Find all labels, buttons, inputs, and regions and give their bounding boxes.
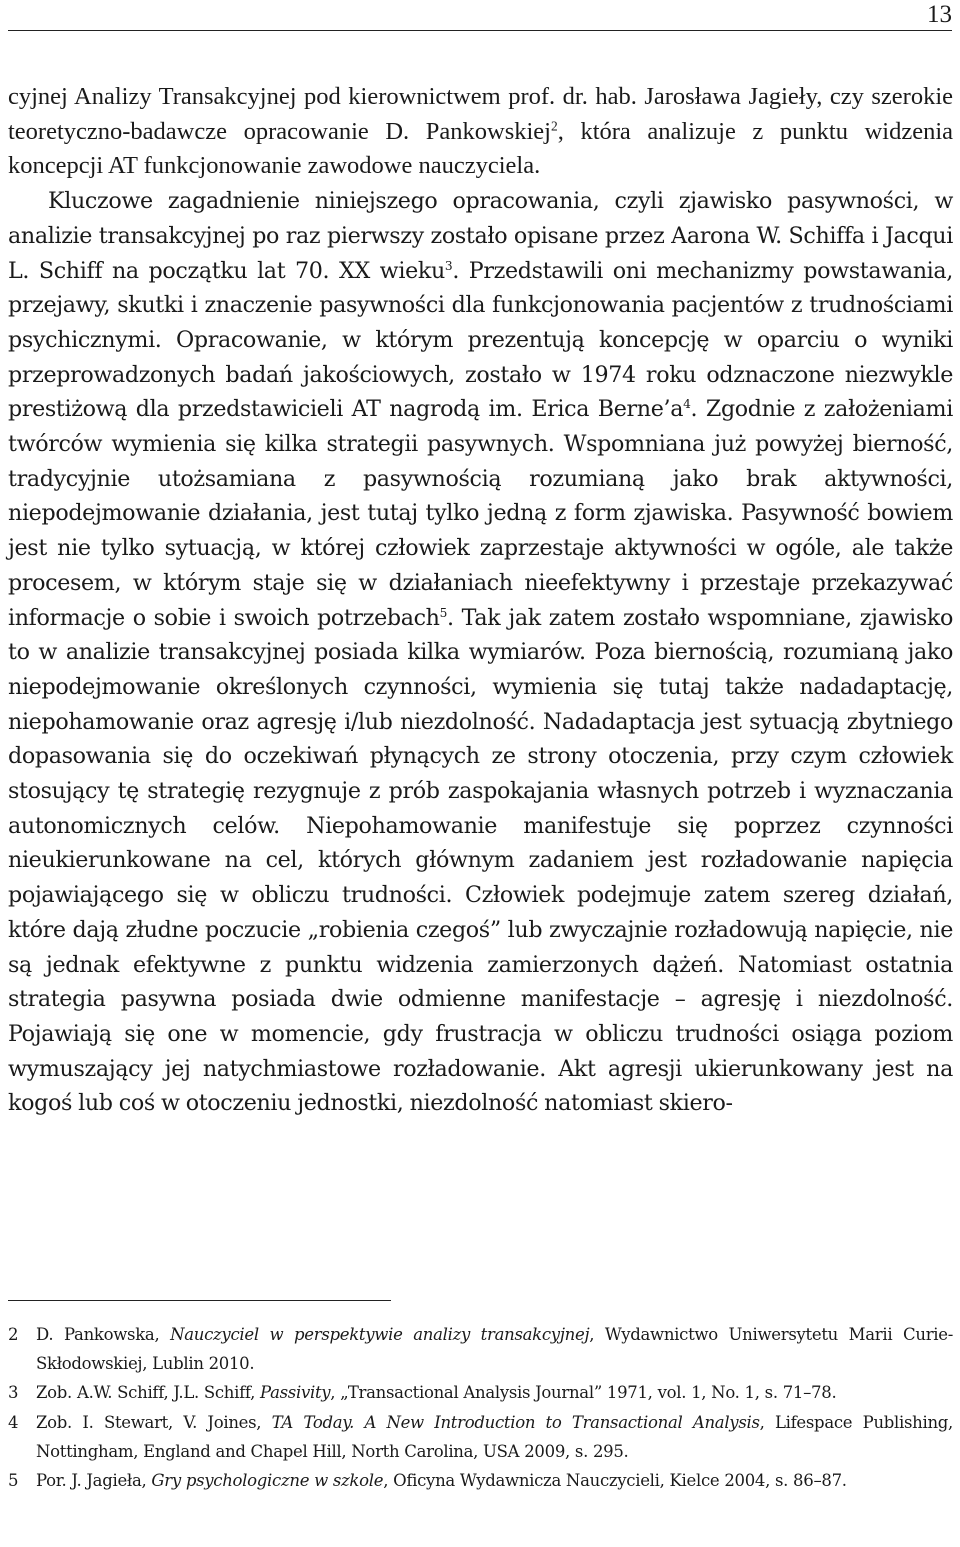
footnote-title: Gry psychologiczne w szkole (151, 1471, 384, 1491)
footnote-ref-5: 5 (439, 605, 448, 620)
footnote-title: TA Today. A New Introduction to Transactional Analysis (271, 1412, 760, 1432)
footnote-ref-4: 4 (683, 397, 691, 412)
main-text-b: . Przedstawili oni mechanizmy powstawania, przejawy, skutki i znaczenie pasywności dla funkcjonowania pacjentów z trudnościami psychicznymi. Opracowanie, w którym prezentują koncepcję w oparciu o wyniki przeprowadzonych badań jakościowych, zostało w 1974 roku odznaczone niezwykle prestiżową dla przedstawicieli AT nagrodą im. Erica Berne’a (8, 257, 953, 423)
main-text-c: . Zgodnie z założeniami twórców wymienia się kilka strategii pasywnych. Wspomniana już powyżej bierność, tradycyjnie utożsamiana z pasywnością rozumianą jako brak aktywności, niepodejmowanie działania, jest tutaj tylko jedną z form zjawiska. Pasywność bowiem jest nie tylko sytuacją, w której człowiek zaprzestaje aktywności w ogóle, ale także procesem, w którym staje się w działaniach nieefektywny i przestaje przekazywać informacje o sobie i swoich potrzebach (8, 396, 953, 631)
footnote-part: , Lifespace Publishing, Nottingham, England and Chapel Hill, North Carolina, USA 2009, s. 295. (36, 1412, 953, 1461)
footnotes (8, 1320, 953, 1495)
footnote-item (8, 1378, 953, 1407)
footnote-number: 2 (8, 1325, 19, 1344)
footnote-item (8, 1466, 953, 1495)
footnote-text (36, 1378, 953, 1407)
body-text (8, 80, 953, 1121)
footnote-ref-2: 2 (551, 117, 558, 133)
page-number: 13 (927, 1, 952, 28)
main-text-a: Kluczowe zagadnienie niniejszego opracowania, czyli zjawisko pasywności, w analizie transakcyjnej po raz pierwszy zostało opisane przez Aarona W. Schiffa i Jacqui L. Schiff na początku lat 70. XX wieku (8, 188, 953, 284)
footnote-title: Nauczyciel w perspektywie analizy transakcyjnej (170, 1325, 590, 1344)
footnote-rule (8, 1300, 391, 1301)
footnote-ref-3: 3 (444, 258, 453, 273)
lead-text: cyjnej Analizy Transakcyjnej pod kierownictwem prof. dr. hab. Jarosława Jagieły, czy szerokie teoretyczno-badawcze opracowanie D. Pankowskiej (8, 83, 953, 145)
page-header (0, 0, 960, 32)
footnote-part: , „Transactional Analysis Journal” 1971, vol. 1, No. 1, s. 71–78. (330, 1383, 837, 1403)
footnote-number: 4 (8, 1412, 19, 1432)
lead-tail: , która analizuje z punktu widzenia koncepcji AT funkcjonowanie zawodowe nauczyciela. (8, 117, 953, 180)
footnote-part: Zob. A.W. Schiff, J.L. Schiff, (36, 1383, 261, 1403)
footnote-number: 5 (8, 1471, 19, 1491)
footnote-title: Passivity (260, 1383, 331, 1403)
footnote-part: , Oficyna Wydawnicza Nauczycieli, Kielce 2004, s. 86–87. (383, 1471, 847, 1491)
footnote-part: , Wydawnictwo Uniwersytetu Marii Curie-Skłodowskiej, Lublin 2010. (36, 1325, 953, 1374)
footnote-number: 3 (8, 1383, 19, 1403)
footnote-part: Zob. I. Stewart, V. Joines, (36, 1412, 272, 1432)
footnote-part: Por. J. Jagieła, (36, 1471, 152, 1491)
footnote-text (36, 1408, 953, 1466)
footnote-text (36, 1466, 953, 1495)
footnote-item (8, 1408, 953, 1466)
paragraph-lead (8, 80, 953, 184)
header-rule (8, 30, 952, 31)
main-text-d: . Tak jak zatem zostało wspomniane, zjawisko to w analizie transakcyjnej posiada kilka wymiarów. Poza biernością, rozumianą jako niepodejmowanie określonych czynności, wymienia się tutaj także nadadaptację, niepohamowanie oraz agresję i/lub niezdolność. Nadadaptacja jest sytuacją zbytniego dopasowania się do oczekiwań płynących ze strony otoczenia, przy czym człowiek stosujący tę strategię rezygnuje z prób zaspokajania własnych potrzeb i wyznaczania autonomicznych celów. Niepohamowanie manifestuje się poprzez czynności nieukierunkowane na cel, których głównym zadaniem jest rozładowanie napięcia pojawiającego się w obliczu trudności. Człowiek podejmuje zatem szereg działań, które dają złudne poczucie „robienia czegoś” lub zwyczajnie rozładowują napięcie, nie są jednak efektywne z punktu widzenia zamierzonych dążeń. Natomiast ostatnia strategia pasywna posiada dwie odmienne manifestacje – agresję i niezdolność. Pojawiają się one w momencie, gdy frustracja w obliczu trudności osiąga poziom wymuszający jej natychmiastowe rozładowanie. Akt agresji ukierunkowany jest na kogoś lub coś w otoczeniu jednostki, niezdolność natomiast skiero- (8, 604, 953, 1117)
footnote-part: D. Pankowska, (36, 1325, 171, 1344)
footnote-text (36, 1320, 953, 1378)
paragraph-main (8, 184, 953, 1121)
footnote-item (8, 1320, 953, 1378)
